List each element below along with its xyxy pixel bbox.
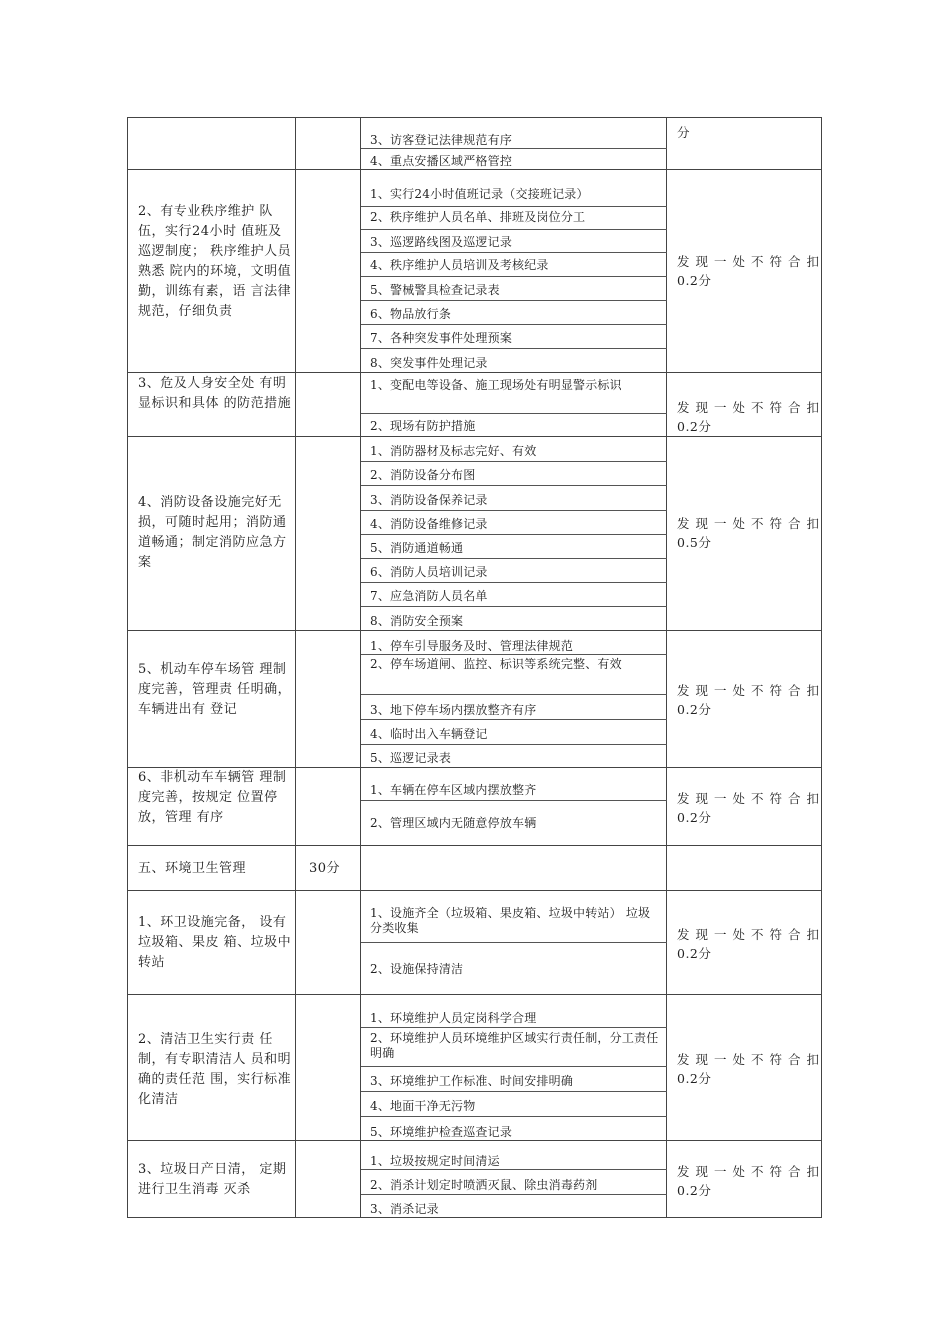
deduction-text (677, 1162, 820, 1200)
deduction-text (677, 252, 820, 290)
deduction-text (677, 789, 820, 827)
list-item: 6、物品放行条 (370, 307, 452, 321)
list-item: 1、变配电等设备、施工现场处有明显警示标识 (370, 378, 622, 392)
item-divider (361, 252, 667, 253)
list-item: 4、秩序维护人员培训及考核纪录 (370, 258, 549, 272)
list-item: 5、警械警具检查记录表 (370, 283, 500, 297)
row-divider (127, 994, 822, 995)
list-item: 3、巡逻路线图及巡逻记录 (370, 235, 513, 249)
list-item: 4、地面干净无污物 (370, 1099, 476, 1113)
requirement-text: 6、非机动车车辆管 理制度完善，按规定 位置停放，管理 有序 (138, 770, 287, 825)
list-item: 2、管理区域内无随意停放车辆 (370, 816, 537, 830)
deduction-line: 0.2分 (677, 1071, 712, 1086)
deduction-line: 0.2分 (677, 946, 712, 961)
item-divider (361, 606, 667, 607)
deduction-line: 发现一处不符合扣 (677, 516, 820, 531)
item-divider (361, 942, 667, 943)
requirement-text: 2、有专业秩序维护 队伍，实行24小时 值班及巡逻制度； 秩序维护人员熟悉 院内的环境，文明值 勤，训练有素，语 言法律规范，仔细负责 (138, 204, 292, 319)
list-item: 5、环境维护检查巡查记录 (370, 1125, 513, 1139)
item-divider (361, 229, 667, 230)
list-item: 8、消防安全预案 (370, 614, 464, 628)
row-divider (127, 1140, 822, 1141)
list-item: 3、消杀记录 (370, 1202, 439, 1216)
list-item: 4、重点安播区域严格管控 (370, 154, 513, 168)
deduction-text (677, 1050, 820, 1088)
column-divider (360, 117, 361, 1218)
requirement-text: 3、危及人身安全处 有明显标识和具体 的防范措施 (138, 376, 292, 411)
item-divider (361, 510, 667, 511)
deduction-text (677, 123, 820, 142)
item-divider (361, 694, 667, 695)
list-item: 4、临时出入车辆登记 (370, 727, 488, 741)
list-item: 3、访客登记法律规范有序 (370, 133, 513, 147)
deduction-line: 发现一处不符合扣 (677, 927, 820, 942)
item-divider (361, 276, 667, 277)
deduction-line: 0.2分 (677, 702, 712, 717)
item-divider (361, 300, 667, 301)
list-item: 6、消防人员培训记录 (370, 565, 488, 579)
requirement-text: 5、机动车停车场管 理制度完善，管理责 任明确，车辆进出有 登记 (138, 662, 292, 717)
list-item: 8、突发事件处理记录 (370, 356, 488, 370)
deduction-line: 0.2分 (677, 1183, 712, 1198)
deduction-line: 0.2分 (677, 810, 712, 825)
item-divider (361, 1194, 667, 1195)
row-divider (127, 436, 822, 437)
requirement-text: 4、消防设备设施完好无损，可随时起用；消防通道畅通；制定消防应急方案 (138, 495, 287, 570)
list-item: 2、消防设备分布图 (370, 468, 476, 482)
list-item: 5、消防通道畅通 (370, 541, 464, 555)
deduction-line: 0.2分 (677, 273, 712, 288)
item-divider (361, 558, 667, 559)
list-item: 2、停车场道闸、监控、标识等系统完整、有效 (370, 657, 622, 671)
item-divider (361, 461, 667, 462)
row-divider (127, 845, 822, 846)
list-item: 4、消防设备维修记录 (370, 517, 488, 531)
table-border-left (127, 117, 128, 1218)
list-item: 5、巡逻记录表 (370, 751, 452, 765)
deduction-text (677, 398, 820, 436)
list-item: 2、环境维护人员环境维护区域实行责任制，分工责任明确 (370, 1031, 659, 1060)
deduction-line: 发现一处不符合扣 (677, 400, 820, 415)
list-item: 1、停车引导服务及时、管理法律规范 (370, 639, 574, 653)
deduction-line: 0.5分 (677, 535, 712, 550)
item-divider (361, 719, 667, 720)
item-divider (361, 485, 667, 486)
item-divider (361, 148, 667, 149)
list-item: 1、设施齐全（垃圾箱、果皮箱、垃圾中转站） 垃圾分类收集 (370, 906, 651, 935)
section-score: 30分 (309, 861, 341, 876)
item-divider (361, 1116, 667, 1117)
column-divider (666, 117, 667, 1218)
deduction-text (677, 681, 820, 719)
list-item: 2、设施保持清洁 (370, 962, 464, 976)
requirement-text: 3、垃圾日产日清， 定期进行卫生消毒 灭杀 (138, 1162, 287, 1197)
item-divider (361, 534, 667, 535)
list-item: 1、车辆在停车区域内摆放整齐 (370, 783, 537, 797)
row-divider (127, 372, 822, 373)
table-border-top (127, 117, 822, 118)
item-divider (361, 413, 667, 414)
list-item: 1、消防器材及标志完好、有效 (370, 444, 537, 458)
deduction-text (677, 514, 820, 552)
deduction-line: 发现一处不符合扣 (677, 791, 820, 806)
list-item: 2、消杀计划定时喷洒灭鼠、除虫消毒药剂 (370, 1178, 598, 1192)
list-item: 2、秩序维护人员名单、排班及岗位分工 (370, 210, 586, 224)
list-item: 1、环境维护人员定岗科学合理 (370, 1011, 537, 1025)
item-divider (361, 1027, 667, 1028)
item-divider (361, 800, 667, 801)
table-border-right (821, 117, 822, 1218)
list-item: 2、现场有防护措施 (370, 419, 476, 433)
requirement-text: 1、环卫设施完备， 设有垃圾箱、果皮 箱、垃圾中转站 (138, 915, 292, 970)
column-divider (295, 117, 296, 1218)
section-title: 五、环境卫生管理 (138, 861, 247, 876)
item-divider (361, 348, 667, 349)
deduction-line: 发现一处不符合扣 (677, 683, 820, 698)
list-item: 7、各种突发事件处理预案 (370, 331, 513, 345)
item-divider (361, 1169, 667, 1170)
item-divider (361, 654, 667, 655)
deduction-line: 发现一处不符合扣 (677, 254, 820, 269)
list-item: 3、环境维护工作标准、时间安排明确 (370, 1074, 574, 1088)
item-divider (361, 744, 667, 745)
deduction-line: 发现一处不符合扣 (677, 1164, 820, 1179)
list-item: 3、消防设备保养记录 (370, 493, 488, 507)
item-divider (361, 582, 667, 583)
list-item: 3、地下停车场内摆放整齐有序 (370, 703, 537, 717)
row-divider (127, 169, 822, 170)
deduction-text (677, 925, 820, 963)
deduction-line: 0.2分 (677, 419, 712, 434)
table-border-bottom (127, 1217, 822, 1218)
item-divider (361, 1091, 667, 1092)
deduction-line: 发现一处不符合扣 (677, 1052, 820, 1067)
list-item: 1、垃圾按规定时间清运 (370, 1154, 500, 1168)
item-divider (361, 206, 667, 207)
requirement-text: 2、清洁卫生实行责 任制，有专职清洁人 员和明确的责任范 围，实行标准化清洁 (138, 1032, 292, 1107)
item-divider (361, 1066, 667, 1067)
row-divider (127, 890, 822, 891)
item-divider (361, 324, 667, 325)
deduction-line: 分 (677, 125, 691, 140)
list-item: 1、实行24小时值班记录（交接班记录） (370, 187, 589, 201)
list-item: 7、应急消防人员名单 (370, 589, 488, 603)
row-divider (127, 630, 822, 631)
